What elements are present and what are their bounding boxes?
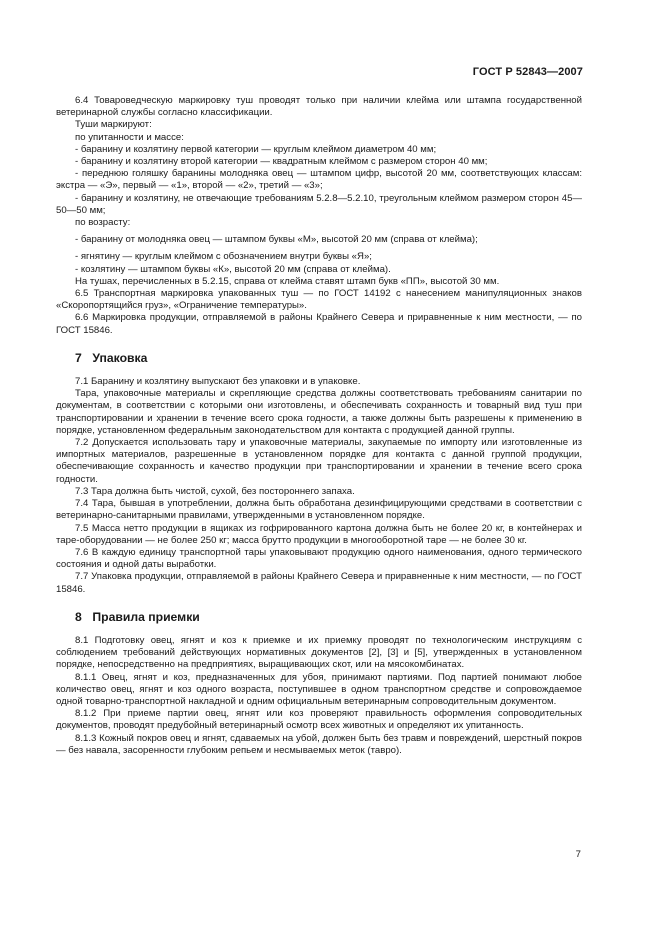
paragraph-8-1-1: 8.1.1 Овец, ягнят и коз, предназначенных для убоя, принимают партиями. Под партией понимают любое количество овец, ягнят и коз одного возраста, поступившее в одном транспортном средстве и сопровождаемое одной товарно-транспортной накладной и одним официальным ветеринарным сопроводительным документом. bbox=[56, 671, 582, 707]
section-number: 8 bbox=[75, 609, 82, 624]
paragraph-8-1-2: 8.1.2 При приеме партии овец, ягнят или коз проверяют правильность оформления сопроводительных документов, проводят предубойный ветеринарный осмотр всех животных и определяют их упитанность. bbox=[56, 708, 582, 732]
section-title: Упаковка bbox=[92, 350, 148, 365]
paragraph-7-3: 7.3 Тара должна быть чистой, сухой, без постороннего запаха. bbox=[75, 485, 355, 497]
list-item: - переднюю голяшку баранины молодняка овец — штампом цифр, высотой 20 мм, соответствующих классам: экстра — «Э», первый — «1», второй — «2», третий — «3»; bbox=[56, 168, 582, 192]
paragraph-6-5: 6.5 Транспортная маркировка упакованных туш — по ГОСТ 14192 с нанесением манипуляционных знаков «Скоропортящийся груз», «Ограничение температуры». bbox=[56, 288, 582, 312]
paragraph: Туши маркируют: bbox=[75, 119, 152, 131]
list-item: - баранину и козлятину, не отвечающие требованиям 5.2.8—5.2.10, треугольным клеймом размером сторон 45—50—50 мм; bbox=[56, 192, 582, 216]
paragraph-6-6: 6.6 Маркировка продукции, отправляемой в районы Крайнего Севера и приравненные к ним местности, — по ГОСТ 15846. bbox=[56, 312, 582, 336]
paragraph: На тушах, перечисленных в 5.2.15, справа от клейма ставят штамп букв «ПП», высотой 30 мм. bbox=[75, 275, 500, 287]
page-number: 7 bbox=[575, 849, 581, 860]
paragraph: по упитанности и массе: bbox=[75, 131, 184, 143]
section-heading-8 bbox=[75, 611, 582, 623]
paragraph: по возрасту: bbox=[75, 217, 131, 229]
paragraph-7-2: 7.2 Допускается использовать тару и упаковочные материалы, закупаемые по импорту или изготовленные из импортных материалов, разрешенные в установленном порядке для контакта с данной группой продукции, обеспечивающие сохранность и качество продукции при транспортировании и хранении в течение всего срока годности. bbox=[56, 437, 582, 485]
paragraph-8-1-3: 8.1.3 Кожный покров овец и ягнят, сдаваемых на убой, должен быть без травм и повреждений, шерстный покров — без навала, засоренности глубоким репьем и несмываемых меток (тавро). bbox=[56, 732, 582, 756]
paragraph-7-7: 7.7 Упаковка продукции, отправляемой в районы Крайнего Севера и приравненные к ним местности, — по ГОСТ 15846. bbox=[56, 571, 582, 595]
list-item: - баранину и козлятину первой категории — круглым клеймом диаметром 40 мм; bbox=[75, 143, 437, 155]
section-title: Правила приемки bbox=[92, 609, 200, 624]
paragraph-8-1: 8.1 Подготовку овец, ягнят и коз к приемке и их приемку проводят по технологическим инструкциям с соблюдением требований действующих нормативных документов [2], [3] и [5], утвержденных в установленном порядке, непосредственно на предприятиях, выращивающих скот, или на мясокомбинатах. bbox=[56, 634, 582, 671]
list-item: - баранину и козлятину второй категории — квадратным клеймом с размером сторон 40 мм; bbox=[75, 156, 488, 168]
paragraph-7-6: 7.6 В каждую единицу транспортной тары упаковывают продукцию одного наименования, одного термического состояния и одной даты выработки. bbox=[56, 546, 582, 571]
paragraph-6-4: 6.4 Товароведческую маркировку туш проводят только при наличии клейма или штампа государственной ветеринарной службы согласно классификации. bbox=[56, 95, 582, 119]
paragraph: Тара, упаковочные материалы и скрепляющие средства должны соответствовать требованиям санитарии по документам, в соответствии с которыми они изготовлены, и обеспечивать сохранность и товарный вид туш при транспортировании и хранении в течение всего срока годности, а также должны быть разрешены к применению в порядке, установленном федеральным законодательством для контакта с продукцией данной группы. bbox=[56, 388, 582, 436]
section-number: 7 bbox=[75, 350, 82, 365]
paragraph-7-1: 7.1 Баранину и козлятину выпускают без упаковки и в упаковке. bbox=[75, 376, 361, 388]
list-item: - баранину от молодняка овец — штампом буквы «М», высотой 20 мм (справа от клейма); bbox=[75, 234, 478, 246]
document-code: ГОСТ Р 52843—2007 bbox=[472, 66, 583, 78]
list-item: - козлятину — штампом буквы «К», высотой 20 мм (справа от клейма). bbox=[75, 263, 391, 275]
document-body bbox=[56, 95, 582, 757]
paragraph-7-5: 7.5 Масса нетто продукции в ящиках из гофрированного картона должна быть не более 20 кг, в контейнерах и таре-оборудовании — не более 250 кг; масса брутто продукции в многооборотной таре — не более 30 кг. bbox=[56, 522, 582, 546]
paragraph-7-4: 7.4 Тара, бывшая в употреблении, должна быть обработана дезинфицирующими средствами в соответствии с ветеринарно-санитарными правилами, утвержденными в установленном порядке. bbox=[56, 498, 582, 522]
section-heading-7 bbox=[75, 352, 582, 364]
list-item: - ягнятину — круглым клеймом с обозначением внутри буквы «Я»; bbox=[75, 251, 372, 263]
